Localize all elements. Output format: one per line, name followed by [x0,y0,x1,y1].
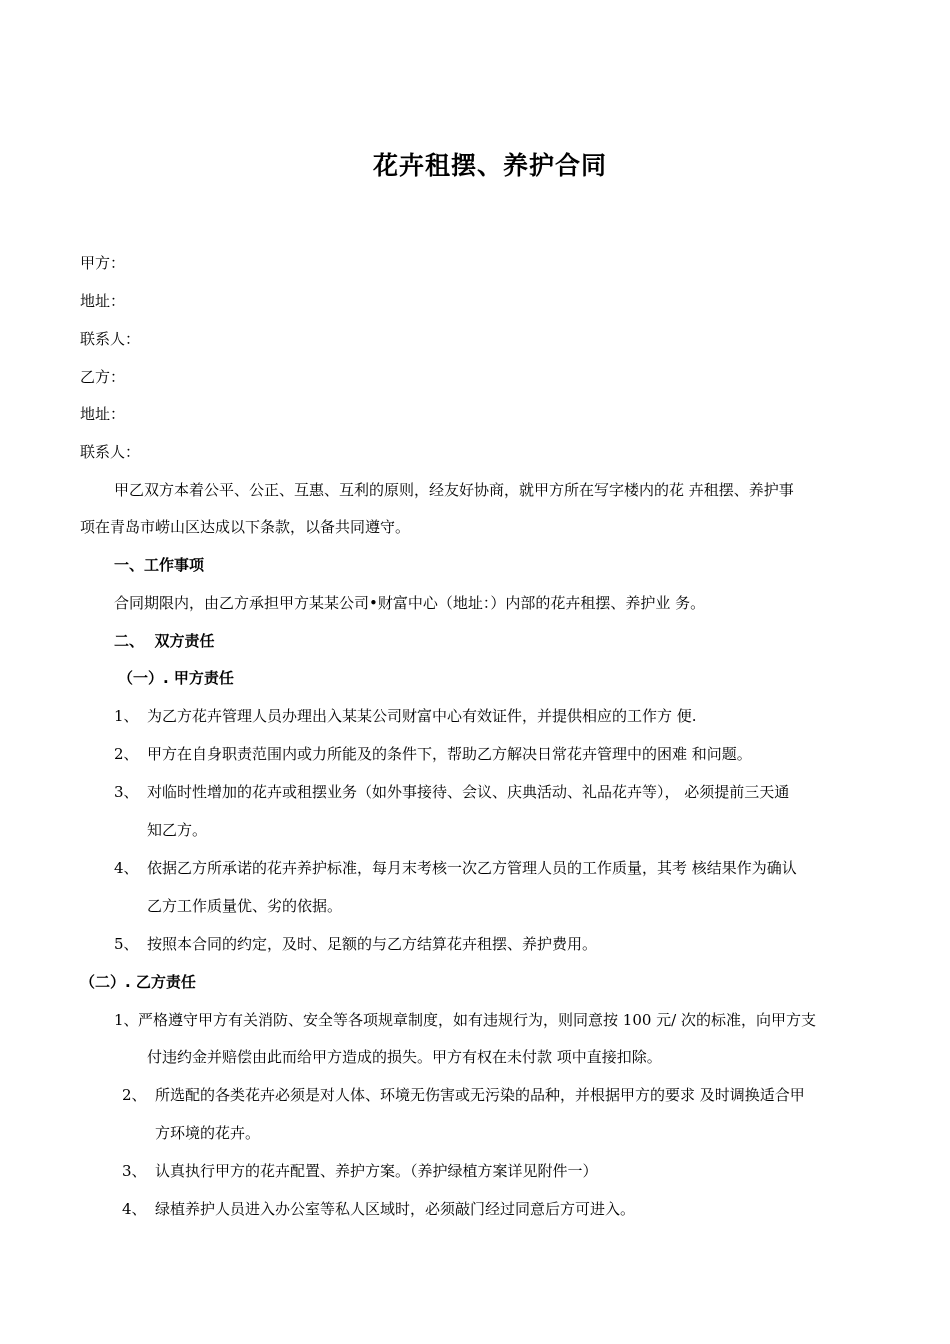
party-b-label: 乙方： [80,368,126,386]
section-1-text: 合同期限内，由乙方承担甲方某某公司•财富中心（地址：）内部的花卉租摆、养护业 务。 [114,594,706,612]
section-1-heading: 一、工作事项 [114,556,205,574]
party-b-item-4-text: 绿植养护人员进入办公室等私人区域时，必须敲门经过同意后方可进入。 [155,1200,636,1218]
intro-line-1: 甲乙双方本着公平、公正、互惠、互利的原则，经友好协商，就甲方所在写字楼内的花 卉租摆、养护事 [114,481,794,499]
party-a-item-1-num: 1、 [114,707,139,725]
party-a-item-2-text: 甲方在自身职责范围内或力所能及的条件下，帮助乙方解决日常花卉管理中的困难 和问题。 [147,745,752,763]
party-b-item-3-text: 认真执行甲方的花卉配置、养护方案。（养护绿植方案详见附件一） [155,1162,598,1180]
party-b-item-3-num: 3、 [122,1162,147,1180]
party-a-item-4-cont: 乙方工作质量优、劣的依据。 [147,897,343,915]
party-b-item-4-num: 4、 [122,1200,147,1218]
party-a-address: 地址： [80,292,126,310]
party-a-label: 甲方： [80,254,126,272]
party-b-item-2-text: 所选配的各类花卉必须是对人体、环境无伤害或无污染的品种，并根据甲方的要求 及时调换适合甲 [155,1086,805,1104]
party-a-item-4-num: 4、 [114,859,139,877]
party-b-duty-heading: （二）. 乙方责任 [80,973,196,991]
party-b-item-1-text: 严格遵守甲方有关消防、安全等各项规章制度，如有违规行为，则同意按 100 元/ 次的标准，向甲方支 [138,1011,816,1029]
party-b-address: 地址： [80,405,126,423]
party-a-item-5-num: 5、 [114,935,139,953]
intro-line-2: 项在青岛市崂山区达成以下条款，以备共同遵守。 [80,518,411,536]
party-b-contact: 联系人： [80,443,141,461]
party-a-item-3-text: 对临时性增加的花卉或租摆业务（如外事接待、会议、庆典活动、礼品花卉等）， 必须提前三天通 [147,783,790,801]
party-b-item-1-num: 1、 [114,1011,139,1029]
party-a-item-3-cont: 知乙方。 [147,821,208,839]
section-2-heading: 二、 双方责任 [114,632,215,650]
party-a-contact: 联系人： [80,330,141,348]
party-b-item-1-cont: 付违约金并赔偿由此而给甲方造成的损失。甲方有权在未付款 项中直接扣除。 [147,1048,662,1066]
party-a-item-2-num: 2、 [114,745,139,763]
party-a-item-5-text: 按照本合同的约定，及时、足额的与乙方结算花卉租摆、养护费用。 [147,935,598,953]
party-a-duty-heading: （一）. 甲方责任 [118,669,234,687]
party-b-item-2-cont: 方环境的花卉。 [155,1124,261,1142]
party-a-item-1-text: 为乙方花卉管理人员办理出入某某公司财富中心有效证件，并提供相应的工作方 便. [147,707,697,725]
party-b-item-2-num: 2、 [122,1086,147,1104]
party-a-item-4-text: 依据乙方所承诺的花卉养护标准，每月末考核一次乙方管理人员的工作质量，其考 核结果作为确认 [147,859,797,877]
party-a-item-3-num: 3、 [114,783,139,801]
document-title: 花卉租摆、养护合同 [372,151,607,180]
